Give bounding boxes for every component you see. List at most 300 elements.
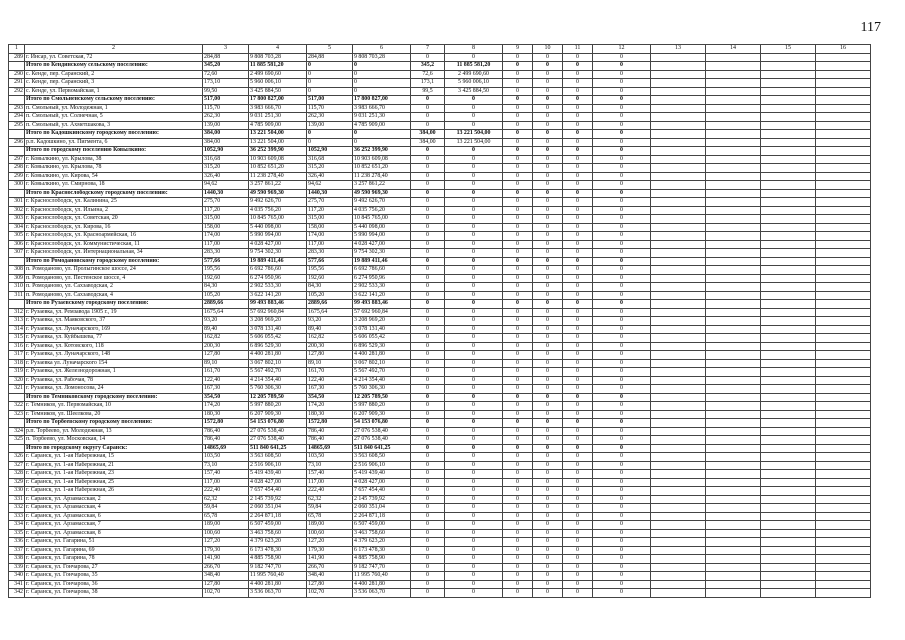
table-cell: [651, 62, 706, 71]
table-cell: 0: [593, 232, 651, 241]
table-cell: 103,50: [307, 453, 353, 462]
table-cell: [761, 104, 816, 113]
table-cell: 2 264 871,18: [249, 512, 307, 521]
table-cell: [651, 546, 706, 555]
table-cell: [816, 461, 871, 470]
subtotal-row: [9, 96, 871, 105]
table-cell: Итого по Ромодановскому городскому поселению:: [25, 257, 203, 266]
table-cell: 0: [593, 461, 651, 470]
table-cell: 0: [445, 376, 503, 385]
table-cell: г. Саранск, ул. Арзамасская, 7: [25, 521, 203, 530]
table-cell: [816, 206, 871, 215]
table-cell: 0: [411, 223, 445, 232]
table-cell: [761, 538, 816, 547]
table-cell: 105,20: [307, 291, 353, 300]
table-row: [9, 87, 871, 96]
table-cell: 0: [411, 410, 445, 419]
table-cell: 0: [593, 164, 651, 173]
table-cell: 0: [593, 300, 651, 309]
table-cell: [816, 189, 871, 198]
table-cell: 0: [503, 70, 533, 79]
table-cell: 0: [593, 147, 651, 156]
table-cell: [651, 232, 706, 241]
table-cell: 0: [593, 512, 651, 521]
table-cell: 127,80: [307, 580, 353, 589]
table-cell: [816, 130, 871, 139]
table-cell: 4 214 354,40: [353, 376, 411, 385]
table-cell: 342: [9, 589, 25, 598]
table-cell: 0: [445, 232, 503, 241]
table-cell: 0: [503, 155, 533, 164]
table-cell: 0: [445, 291, 503, 300]
table-cell: [706, 147, 761, 156]
table-cell: 36 252 399,90: [353, 147, 411, 156]
table-cell: 323: [9, 410, 25, 419]
table-cell: 0: [503, 53, 533, 62]
table-cell: 4 400 281,80: [353, 580, 411, 589]
table-cell: 2 902 533,30: [353, 283, 411, 292]
table-cell: 157,40: [307, 470, 353, 479]
table-cell: [651, 444, 706, 453]
table-cell: [761, 478, 816, 487]
table-cell: 0: [503, 410, 533, 419]
table-cell: 0: [593, 189, 651, 198]
table-cell: 0: [503, 130, 533, 139]
table-cell: 0: [533, 164, 563, 173]
table-cell: [816, 96, 871, 105]
table-cell: 0: [503, 62, 533, 71]
table-cell: 117,00: [203, 240, 249, 249]
table-cell: [761, 572, 816, 581]
table-cell: 0: [533, 427, 563, 436]
table-cell: 7 657 454,40: [249, 487, 307, 496]
table-cell: 0: [593, 291, 651, 300]
table-cell: 0: [533, 300, 563, 309]
table-cell: [706, 291, 761, 300]
table-cell: 0: [445, 495, 503, 504]
table-row: [9, 368, 871, 377]
table-cell: [761, 529, 816, 538]
table-cell: 0: [593, 249, 651, 258]
table-cell: [651, 257, 706, 266]
table-cell: 0: [563, 223, 593, 232]
table-cell: 5 760 306,30: [353, 385, 411, 394]
table-cell: 0: [533, 121, 563, 130]
table-cell: 13 221 504,00: [249, 130, 307, 139]
table-row: [9, 359, 871, 368]
table-cell: 0: [563, 529, 593, 538]
table-cell: 6 896 529,30: [353, 342, 411, 351]
table-cell: 94,62: [307, 181, 353, 190]
subtotal-row: [9, 130, 871, 139]
column-header: 1: [9, 45, 25, 54]
table-cell: 0: [411, 325, 445, 334]
table-cell: 0: [593, 206, 651, 215]
table-cell: 0: [411, 232, 445, 241]
table-cell: 0: [411, 113, 445, 122]
table-cell: 0: [563, 308, 593, 317]
table-cell: 0: [563, 359, 593, 368]
table-cell: 100,60: [203, 529, 249, 538]
table-cell: 337: [9, 546, 25, 555]
table-cell: [651, 376, 706, 385]
table-cell: 345,2: [411, 62, 445, 71]
table-cell: 2 060 351,04: [249, 504, 307, 513]
subtotal-row: [9, 257, 871, 266]
table-cell: 0: [503, 478, 533, 487]
table-cell: 0: [533, 351, 563, 360]
table-cell: 0: [411, 427, 445, 436]
table-cell: 292: [9, 87, 25, 96]
table-cell: 0: [411, 385, 445, 394]
table-cell: 0: [533, 223, 563, 232]
table-cell: [816, 546, 871, 555]
table-cell: 93,20: [307, 317, 353, 326]
table-cell: Итого по городскому поселению Ковылкино:: [25, 147, 203, 156]
table-cell: 5 606 055,42: [249, 334, 307, 343]
table-cell: 2 516 906,10: [353, 461, 411, 470]
table-cell: 3 425 884,50: [445, 87, 503, 96]
table-cell: 99 493 883,46: [249, 300, 307, 309]
table-cell: [706, 410, 761, 419]
table-cell: 2 264 871,18: [353, 512, 411, 521]
table-cell: 294: [9, 113, 25, 122]
table-cell: 4 214 354,40: [249, 376, 307, 385]
table-cell: 189,00: [203, 521, 249, 530]
table-cell: 5 440 098,00: [353, 223, 411, 232]
table-cell: [816, 538, 871, 547]
table-cell: 3 078 131,40: [353, 325, 411, 334]
table-cell: 297: [9, 155, 25, 164]
table-cell: 0: [411, 402, 445, 411]
table-cell: 0: [533, 334, 563, 343]
table-cell: 0: [445, 215, 503, 224]
table-cell: 4 885 758,90: [353, 555, 411, 564]
table-cell: [816, 368, 871, 377]
table-cell: [651, 147, 706, 156]
table-cell: 1440,30: [307, 189, 353, 198]
table-cell: [651, 402, 706, 411]
table-cell: 4 785 909,00: [249, 121, 307, 130]
table-cell: 0: [503, 495, 533, 504]
table-cell: п. Смольный, ул. Солнечная, 5: [25, 113, 203, 122]
table-cell: 0: [593, 325, 651, 334]
table-row: [9, 325, 871, 334]
table-cell: 0: [445, 572, 503, 581]
table-cell: 332: [9, 504, 25, 513]
table-cell: 0: [593, 453, 651, 462]
table-cell: 6 274 950,96: [353, 274, 411, 283]
data-table: [8, 44, 871, 598]
table-cell: 0: [533, 393, 563, 402]
table-cell: 309: [9, 274, 25, 283]
table-cell: 303: [9, 215, 25, 224]
column-header: 7: [411, 45, 445, 54]
table-cell: г. Краснослободск, ул. Калинина, 25: [25, 198, 203, 207]
table-cell: [706, 521, 761, 530]
table-cell: 10 852 651,20: [353, 164, 411, 173]
table-cell: г. Краснослободск, ул. Советская, 20: [25, 215, 203, 224]
table-row: [9, 215, 871, 224]
table-cell: 0: [563, 402, 593, 411]
table-cell: 59,84: [203, 504, 249, 513]
table-cell: 0: [533, 538, 563, 547]
table-cell: 0: [503, 274, 533, 283]
table-cell: 100,60: [307, 529, 353, 538]
table-cell: 328: [9, 470, 25, 479]
table-cell: [706, 79, 761, 88]
table-cell: 336: [9, 538, 25, 547]
table-cell: 89,40: [203, 325, 249, 334]
table-cell: [651, 121, 706, 130]
table-cell: 0: [563, 461, 593, 470]
table-cell: 0: [533, 385, 563, 394]
table-cell: 0: [593, 181, 651, 190]
table-cell: 0: [503, 351, 533, 360]
table-cell: 0: [411, 308, 445, 317]
table-cell: 0: [503, 189, 533, 198]
table-cell: 0: [503, 300, 533, 309]
table-cell: 0: [445, 198, 503, 207]
table-row: [9, 121, 871, 130]
table-cell: [706, 62, 761, 71]
table-cell: [761, 546, 816, 555]
table-cell: 0: [503, 198, 533, 207]
table-cell: [761, 232, 816, 241]
table-cell: 59,84: [307, 504, 353, 513]
table-cell: 0: [593, 470, 651, 479]
table-cell: 3 078 131,40: [249, 325, 307, 334]
table-cell: 0: [445, 113, 503, 122]
table-cell: 0: [593, 504, 651, 513]
table-row: [9, 580, 871, 589]
table-cell: [816, 257, 871, 266]
table-cell: 307: [9, 249, 25, 258]
table-row: [9, 351, 871, 360]
table-cell: 304: [9, 223, 25, 232]
table-cell: 0: [533, 580, 563, 589]
table-cell: 0: [533, 317, 563, 326]
table-cell: 62,32: [307, 495, 353, 504]
table-cell: 5 990 994,00: [249, 232, 307, 241]
table-cell: 0: [533, 96, 563, 105]
table-cell: [706, 436, 761, 445]
table-row: [9, 266, 871, 275]
table-cell: 10 903 609,08: [249, 155, 307, 164]
table-cell: [761, 563, 816, 572]
table-cell: 0: [533, 325, 563, 334]
table-cell: [816, 240, 871, 249]
table-cell: [761, 512, 816, 521]
table-cell: п. Торбеево, ул. Московская, 14: [25, 436, 203, 445]
table-cell: 0: [593, 198, 651, 207]
table-cell: [651, 325, 706, 334]
table-cell: 0: [533, 410, 563, 419]
table-cell: 326,40: [307, 172, 353, 181]
table-cell: 6 207 909,30: [353, 410, 411, 419]
table-cell: [816, 419, 871, 428]
table-cell: [816, 308, 871, 317]
table-cell: 0: [445, 512, 503, 521]
table-row: [9, 427, 871, 436]
table-cell: 308: [9, 266, 25, 275]
table-cell: 3 622 141,20: [353, 291, 411, 300]
table-cell: 5 997 880,20: [249, 402, 307, 411]
table-cell: 3 536 063,70: [353, 589, 411, 598]
table-cell: 786,40: [307, 436, 353, 445]
table-cell: 0: [503, 104, 533, 113]
table-cell: 0: [445, 436, 503, 445]
table-cell: [761, 325, 816, 334]
table-cell: 3 463 758,60: [249, 529, 307, 538]
table-cell: [816, 444, 871, 453]
table-cell: 117,20: [203, 206, 249, 215]
table-cell: 0: [307, 138, 353, 147]
table-cell: 315: [9, 334, 25, 343]
table-cell: с. Кенде, пер. Саранский, 2: [25, 70, 203, 79]
table-cell: 0: [445, 325, 503, 334]
table-cell: 0: [307, 79, 353, 88]
subtotal-row: [9, 189, 871, 198]
table-cell: [651, 342, 706, 351]
table-cell: [9, 96, 25, 105]
table-cell: [651, 538, 706, 547]
table-cell: [761, 130, 816, 139]
table-cell: 786,40: [203, 436, 249, 445]
table-cell: 2 145 739,92: [353, 495, 411, 504]
table-cell: [651, 53, 706, 62]
table-cell: 84,30: [307, 283, 353, 292]
table-cell: [651, 572, 706, 581]
table-cell: 0: [593, 402, 651, 411]
table-cell: 0: [411, 487, 445, 496]
table-cell: 3 067 802,10: [353, 359, 411, 368]
table-cell: [651, 240, 706, 249]
table-cell: [706, 351, 761, 360]
table-cell: 0: [533, 563, 563, 572]
table-cell: п. Ромоданово, ул. Сахзаводская, 2: [25, 283, 203, 292]
table-cell: 4 035 756,20: [249, 206, 307, 215]
table-cell: Итого по Рузаевскому городскому поселению:: [25, 300, 203, 309]
table-cell: 0: [445, 393, 503, 402]
table-cell: [706, 317, 761, 326]
table-cell: 0: [445, 589, 503, 598]
table-cell: 11 885 581,20: [445, 62, 503, 71]
table-cell: [816, 113, 871, 122]
table-cell: [651, 393, 706, 402]
table-cell: 0: [593, 555, 651, 564]
table-cell: 0: [445, 470, 503, 479]
table-cell: [651, 453, 706, 462]
column-header: 13: [651, 45, 706, 54]
table-cell: 0: [411, 555, 445, 564]
table-cell: [9, 62, 25, 71]
table-cell: 0: [503, 563, 533, 572]
table-cell: 0: [593, 487, 651, 496]
table-cell: г. Рузаевка, ул. Котовского, 118: [25, 342, 203, 351]
table-cell: [816, 478, 871, 487]
table-cell: [706, 359, 761, 368]
column-header: 3: [203, 45, 249, 54]
table-cell: [816, 155, 871, 164]
table-cell: 325: [9, 436, 25, 445]
table-cell: 311: [9, 291, 25, 300]
table-cell: 57 692 960,84: [353, 308, 411, 317]
table-cell: 192,60: [307, 274, 353, 283]
table-cell: 0: [445, 478, 503, 487]
table-cell: 0: [503, 87, 533, 96]
table-cell: 0: [563, 240, 593, 249]
table-cell: 0: [411, 453, 445, 462]
table-row: [9, 291, 871, 300]
table-cell: 1052,90: [203, 147, 249, 156]
table-cell: [761, 317, 816, 326]
table-cell: 0: [503, 529, 533, 538]
table-cell: 0: [503, 427, 533, 436]
table-cell: 158,00: [203, 223, 249, 232]
table-cell: [706, 393, 761, 402]
table-cell: 300: [9, 181, 25, 190]
table-cell: [706, 70, 761, 79]
table-cell: 0: [411, 444, 445, 453]
table-cell: 6 507 459,00: [353, 521, 411, 530]
table-row: [9, 249, 871, 258]
table-cell: 162,82: [203, 334, 249, 343]
table-cell: 0: [445, 538, 503, 547]
table-cell: 291: [9, 79, 25, 88]
table-row: [9, 538, 871, 547]
table-cell: 3 257 861,22: [249, 181, 307, 190]
table-cell: п. Ромоданово, ул. Пестенское шоссе, 4: [25, 274, 203, 283]
table-cell: 354,50: [307, 393, 353, 402]
table-cell: 0: [563, 155, 593, 164]
table-cell: [761, 172, 816, 181]
table-cell: г. Темников, ул. Первомайская, 10: [25, 402, 203, 411]
table-cell: 0: [563, 130, 593, 139]
table-cell: 6 173 478,30: [353, 546, 411, 555]
table-cell: 0: [503, 121, 533, 130]
subtotal-row: [9, 419, 871, 428]
table-cell: 0: [563, 189, 593, 198]
table-cell: 0: [411, 164, 445, 173]
table-row: [9, 470, 871, 479]
table-cell: [651, 478, 706, 487]
table-cell: 0: [503, 334, 533, 343]
table-cell: 0: [533, 113, 563, 122]
table-cell: г. Саранск, ул. Гагарина, 78: [25, 555, 203, 564]
table-cell: 62,32: [203, 495, 249, 504]
table-cell: 11 238 278,40: [249, 172, 307, 181]
table-cell: [651, 317, 706, 326]
table-cell: [706, 257, 761, 266]
table-cell: [816, 172, 871, 181]
table-cell: [651, 410, 706, 419]
table-cell: 0: [563, 215, 593, 224]
table-cell: [816, 104, 871, 113]
table-cell: 0: [563, 504, 593, 513]
table-cell: 5 960 006,10: [445, 79, 503, 88]
table-cell: 0: [593, 478, 651, 487]
table-cell: 162,82: [307, 334, 353, 343]
table-cell: 295: [9, 121, 25, 130]
table-cell: 0: [503, 436, 533, 445]
table-cell: 2 499 690,60: [249, 70, 307, 79]
table-cell: Итого по Кадошкинскому городскому поселению:: [25, 130, 203, 139]
table-cell: п. Ромоданово, ул. Пролыгинское шоссе, 24: [25, 266, 203, 275]
table-cell: 0: [411, 206, 445, 215]
table-cell: [816, 215, 871, 224]
table-cell: 0: [411, 198, 445, 207]
